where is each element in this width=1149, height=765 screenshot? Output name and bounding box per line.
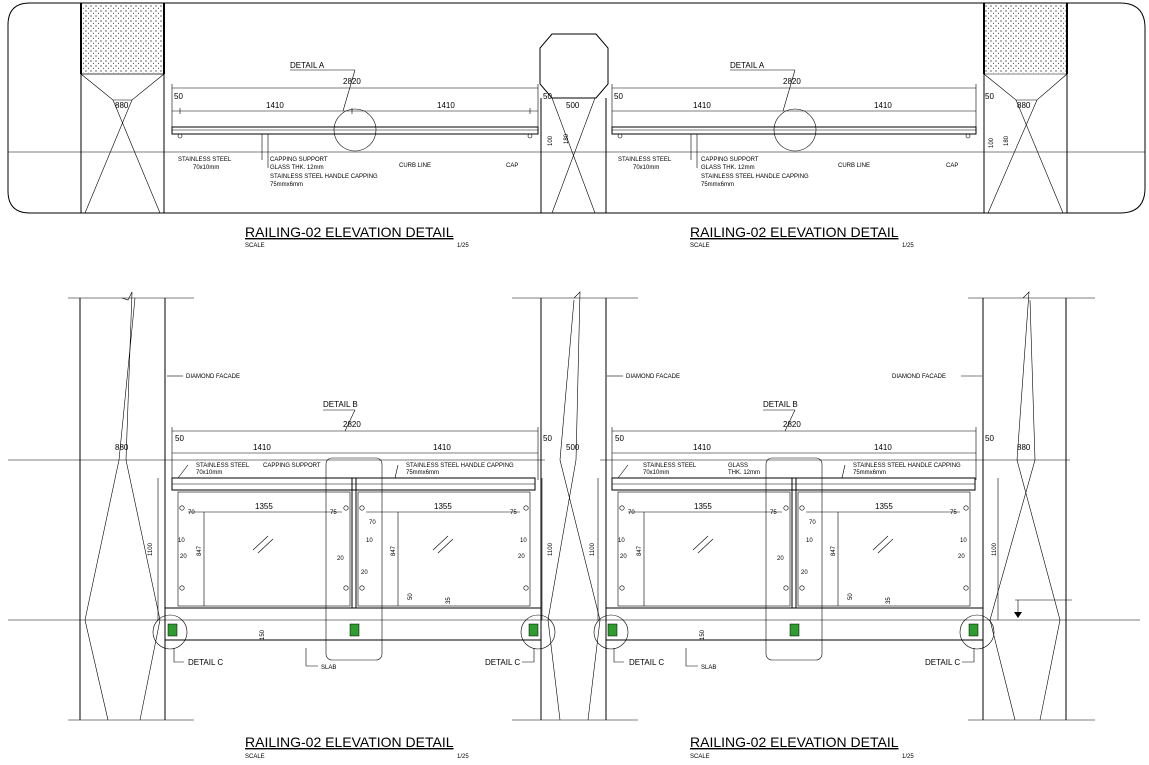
callout-glass: GLASS THK. 12mm xyxy=(701,165,755,171)
scale-value: 1/25 xyxy=(902,754,914,760)
callout-detail-c-right: DETAIL C xyxy=(485,658,521,667)
dim-c1: 10 xyxy=(178,538,185,544)
scale-label: SCALE xyxy=(690,754,710,760)
view-title: RAILING-02 ELEVATION DETAIL xyxy=(690,734,899,750)
dim-total: 2820 xyxy=(783,420,801,429)
callout-capping-support: CAPPING SUPPORT xyxy=(270,157,328,163)
dim-end-left: 50 xyxy=(174,92,183,101)
anchor-center xyxy=(790,624,799,636)
dim-panel-right: 1355 xyxy=(434,502,452,511)
anchor-center xyxy=(350,624,359,636)
callout-handle-size: 75mmx6mm xyxy=(270,182,304,188)
dim-c3: 10 xyxy=(520,538,527,544)
callout-handle-size: 75mmx6mm xyxy=(853,470,887,476)
dim-glass-left: 847 xyxy=(637,545,643,556)
callout-curb: CURB LINE xyxy=(399,163,432,169)
anchor-left xyxy=(608,624,617,636)
callout-handle-size: 75mmx6mm xyxy=(406,470,440,476)
facade-label-left: DIAMOND FACADE xyxy=(626,374,681,380)
dim-total: 2820 xyxy=(343,420,361,429)
detail-label: DETAIL A xyxy=(730,61,765,70)
dim-c2: 10 xyxy=(366,538,373,544)
dim-left: 1410 xyxy=(253,443,271,452)
dim-total: 2820 xyxy=(343,77,361,86)
dim-b2: 75 xyxy=(950,510,957,516)
scale-label: SCALE xyxy=(690,243,710,249)
elevation-view-bottom-left xyxy=(115,374,580,760)
view-title: RAILING-02 ELEVATION DETAIL xyxy=(690,224,899,240)
dim-d2: 20 xyxy=(777,556,784,562)
callout-glass: GLASS xyxy=(728,463,749,469)
dim-panel-left: 1355 xyxy=(694,502,712,511)
elevation-view-bottom-right xyxy=(590,374,1031,760)
callout-size: 70x10mm xyxy=(193,165,220,171)
dim-d3: 20 xyxy=(361,570,368,576)
callout-capping-support: CAPPING SUPPORT xyxy=(701,157,759,163)
dim-left: 1410 xyxy=(693,101,711,110)
dim-glass-right: 847 xyxy=(391,545,397,556)
dim-d2: 20 xyxy=(337,556,344,562)
view-title: RAILING-02 ELEVATION DETAIL xyxy=(245,734,454,750)
dim-c1: 10 xyxy=(618,538,625,544)
dim-d1: 20 xyxy=(180,554,187,560)
dim-c2: 10 xyxy=(806,538,813,544)
dim-post: 880 xyxy=(1017,101,1031,110)
dim-a2: 70 xyxy=(809,520,816,526)
callout-glass: GLASS THK. 12mm xyxy=(270,165,324,171)
callout-handle-size: 75mmx6mm xyxy=(701,182,735,188)
dim-end-left: 50 xyxy=(614,92,623,101)
callout-stainless: STAINLESS STEEL xyxy=(643,463,697,469)
dim-b1: 75 xyxy=(330,510,337,516)
dim-end-right: 50 xyxy=(985,434,994,443)
facade-label: DIAMOND FACADE xyxy=(186,374,241,380)
dim-right: 1410 xyxy=(874,101,892,110)
callout-handle: STAINLESS STEEL HANDLE CAPPING xyxy=(270,174,378,180)
dim-c3: 10 xyxy=(960,538,967,544)
dim-left: 1410 xyxy=(266,101,284,110)
callout-curb: CURB LINE xyxy=(838,163,871,169)
dim-a2: 70 xyxy=(369,520,376,526)
dim-b2: 75 xyxy=(510,510,517,516)
dim-post-right: 500 xyxy=(566,443,580,452)
dim-h1: 100 xyxy=(548,135,554,146)
callout-capping-support: CAPPING SUPPORT xyxy=(263,463,321,469)
dim-f: 35 xyxy=(886,597,892,604)
dim-a1: 70 xyxy=(188,510,195,516)
scale-label: SCALE xyxy=(245,754,265,760)
dim-left: 1410 xyxy=(693,443,711,452)
anchor-right xyxy=(969,624,978,636)
callout-detail-c-left: DETAIL C xyxy=(629,658,665,667)
callout-slab: SLAB xyxy=(321,665,337,671)
dim-column: 880 xyxy=(115,101,129,110)
callout-detail-c-left: DETAIL C xyxy=(188,658,224,667)
callout-size: 70x10mm xyxy=(643,470,670,476)
dim-h2: 180 xyxy=(564,133,570,144)
anchor-left xyxy=(168,624,177,636)
detail-label: DETAIL B xyxy=(763,400,798,409)
dim-post-left: 880 xyxy=(115,443,129,452)
callout-stainless: STAINLESS STEEL xyxy=(196,463,250,469)
elevation-view-top-left xyxy=(115,61,580,249)
callout-cap: CAP xyxy=(506,163,519,169)
dim-post: 500 xyxy=(566,101,580,110)
dim-height-left: 1100 xyxy=(148,543,154,556)
view-title: RAILING-02 ELEVATION DETAIL xyxy=(245,224,454,240)
facade-label-right: DIAMOND FACADE xyxy=(892,374,947,380)
dim-glass-left: 847 xyxy=(197,545,203,556)
callout-cap: CAP xyxy=(946,163,959,169)
callout-handle: STAINLESS STEEL HANDLE CAPPING xyxy=(853,463,961,469)
dim-glass-right: 847 xyxy=(831,545,837,556)
callout-stainless: STAINLESS STEEL xyxy=(178,157,232,163)
callout-handle: STAINLESS STEEL HANDLE CAPPING xyxy=(406,463,514,469)
scale-value: 1/25 xyxy=(457,243,469,249)
dim-h2: 180 xyxy=(1004,135,1010,146)
center-post xyxy=(540,34,608,213)
dim-a1: 70 xyxy=(628,510,635,516)
dim-height-right: 1100 xyxy=(992,543,998,556)
dim-end-left: 50 xyxy=(175,434,184,443)
dim-slab: 150 xyxy=(260,629,266,640)
dim-slab: 150 xyxy=(700,629,706,640)
callout-handle: STAINLESS STEEL HANDLE CAPPING xyxy=(701,174,809,180)
callout-size: 70x10mm xyxy=(633,165,660,171)
dim-h1: 100 xyxy=(989,137,995,148)
dim-right: 1410 xyxy=(433,443,451,452)
dim-f: 35 xyxy=(446,597,452,604)
dim-post-right: 880 xyxy=(1017,443,1031,452)
dim-d1: 20 xyxy=(620,554,627,560)
anchor-right xyxy=(529,624,538,636)
dim-right: 1410 xyxy=(874,443,892,452)
dim-d4: 20 xyxy=(958,554,965,560)
dim-b1: 75 xyxy=(770,510,777,516)
dim-end-right: 50 xyxy=(543,92,552,101)
scale-value: 1/25 xyxy=(457,754,469,760)
scale-value: 1/25 xyxy=(902,243,914,249)
callout-slab: SLAB xyxy=(701,665,717,671)
dim-height-left: 1100 xyxy=(590,543,596,556)
dim-e: 50 xyxy=(408,593,414,600)
dim-panel-left: 1355 xyxy=(255,502,273,511)
callout-detail-c-right: DETAIL C xyxy=(925,658,961,667)
callout-stainless: STAINLESS STEEL xyxy=(618,157,672,163)
scale-label: SCALE xyxy=(245,243,265,249)
dim-right: 1410 xyxy=(437,101,455,110)
dim-end-right: 50 xyxy=(985,92,994,101)
dim-total: 2820 xyxy=(783,77,801,86)
callout-size: 70x10mm xyxy=(196,470,223,476)
dim-e: 50 xyxy=(848,593,854,600)
dim-d4: 20 xyxy=(518,554,525,560)
dim-end-left: 50 xyxy=(615,434,624,443)
dim-d3: 20 xyxy=(801,570,808,576)
dim-height-right: 1100 xyxy=(548,543,554,556)
callout-glass-thk: THK. 12mm xyxy=(728,470,761,476)
dim-end-right: 50 xyxy=(543,434,552,443)
elevation-view-top-right xyxy=(612,61,1031,249)
dim-panel-right: 1355 xyxy=(875,502,893,511)
detail-label: DETAIL B xyxy=(323,400,358,409)
detail-label: DETAIL A xyxy=(290,61,325,70)
